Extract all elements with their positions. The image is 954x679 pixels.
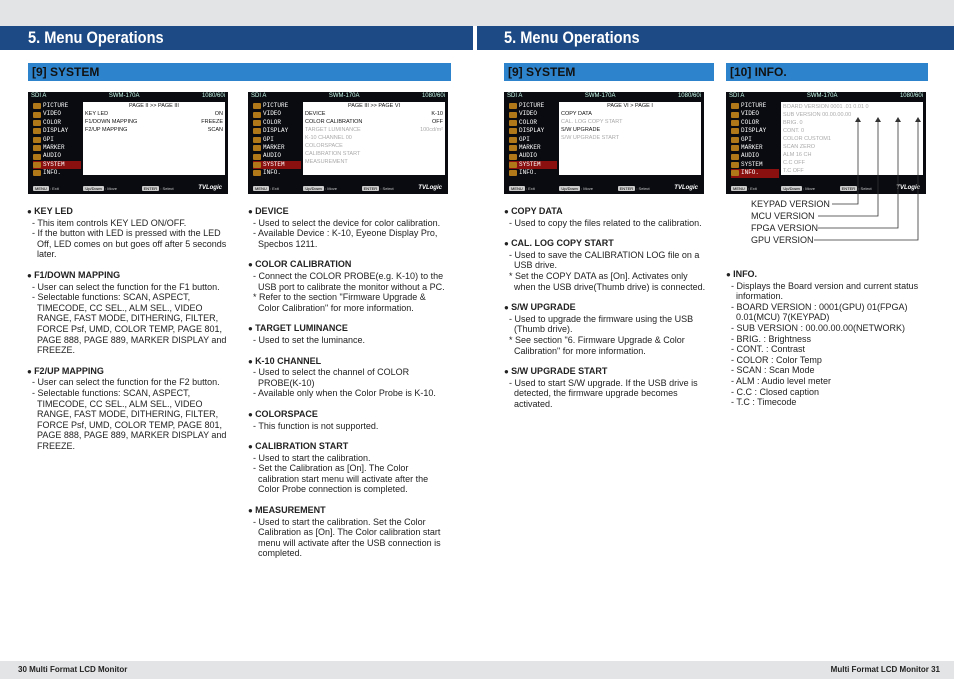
osd-menu-item[interactable]: COLOR — [33, 119, 81, 127]
osd-menu-item[interactable]: SYSTEM — [33, 161, 81, 169]
item-heading: ● CAL. LOG COPY START — [504, 238, 709, 250]
footer-right: Multi Format LCD Monitor 31 — [477, 661, 954, 679]
callout-keypad: KEYPAD VERSION — [751, 199, 830, 209]
osd-model: SWM-170A — [328, 93, 360, 99]
callout-fpga: FPGA VERSION — [751, 223, 819, 233]
callout-mcu: MCU VERSION — [751, 211, 815, 221]
item-description: - Used to start the calibration. — [253, 452, 371, 463]
osd-row[interactable]: C.C OFF — [783, 160, 805, 166]
item-description: - This item controls KEY LED ON/OFF. — [32, 217, 187, 228]
osd-row[interactable]: CONT. 0 — [783, 128, 805, 134]
item-heading: ● F1/DOWN MAPPING — [27, 270, 232, 282]
item-heading: ● COLORSPACE — [248, 409, 448, 421]
item-description: - User can select the function for the F2 button. — [32, 377, 220, 388]
osd-row[interactable]: T.C OFF — [783, 168, 804, 174]
section-info: [10] INFO. — [726, 63, 928, 81]
callout-gpu: GPU VERSION — [751, 235, 814, 245]
item-description: - C.C : Closed caption — [731, 386, 820, 397]
osd-menu-item[interactable]: MARKER — [509, 144, 557, 152]
osd-model: SWM-170A — [806, 93, 838, 99]
osd-menu-item[interactable]: VIDEO — [253, 110, 301, 118]
osd-row[interactable]: COPY DATA — [561, 111, 592, 117]
item-description: - This function is not supported. — [253, 420, 379, 431]
item-heading: ● COPY DATA — [504, 206, 709, 218]
osd-menu-item[interactable]: INFO. — [33, 169, 81, 177]
osd-menu-item[interactable]: AUDIO — [33, 152, 81, 160]
osd-footer: MENU : Exit Up/Down : Move ENTER : Select TVLogic — [733, 185, 920, 191]
item-heading: ● K-10 CHANNEL — [248, 356, 448, 368]
osd-page-indicator: PAGE II >> PAGE III — [129, 103, 179, 109]
item-description: - COLOR : Color Temp — [731, 354, 822, 365]
item-description: * Refer to the section "Firmware Upgrade & Color Calibration" for more information. — [253, 292, 426, 313]
osd-format: 1080/60i — [421, 93, 445, 99]
item-heading: ● F2/UP MAPPING — [27, 366, 232, 378]
tvlogic-logo: TVLogic — [896, 185, 920, 191]
item-description: - Available Device : K-10, Eyeone Display Pro, Specbos 1211. — [253, 228, 438, 249]
osd-row[interactable]: K-10 CHANNEL 00 — [305, 135, 352, 141]
osd-menu-item[interactable]: INFO. — [253, 169, 301, 177]
item-description: - SUB VERSION : 00.00.00.00(NETWORK) — [731, 322, 906, 333]
osd-format: 1080/60i — [899, 93, 923, 99]
item-description: * Set the COPY DATA as [On]. Activates only when the USB drive(Thumb drive) is connected. — [509, 270, 706, 292]
item-heading: ● S/W UPGRADE — [504, 302, 709, 314]
osd-input: SDI A — [251, 93, 267, 99]
osd-menu-item[interactable]: VIDEO — [33, 110, 81, 118]
text-column-1 — [27, 206, 232, 451]
item-description: - SCAN : Scan Mode — [731, 365, 815, 376]
osd-row[interactable]: TARGET LUMINANCE 100cd/m² — [305, 127, 443, 133]
item-heading: ● MEASUREMENT — [248, 505, 448, 517]
osd-footer: MENU : Exit Up/Down : Move ENTER : Select TVLogic — [35, 185, 222, 191]
osd-row[interactable]: F2/UP MAPPING SCAN — [85, 127, 223, 133]
osd-row[interactable]: BRIG. 0 — [783, 120, 803, 126]
osd-format: 1080/60i — [201, 93, 225, 99]
osd-menu-item[interactable]: PICTURE — [509, 102, 557, 110]
osd-menu-item[interactable]: SYSTEM — [509, 161, 557, 169]
item-description: - Displays the Board version and current status information. — [731, 280, 919, 302]
osd-menu-item[interactable]: MARKER — [33, 144, 81, 152]
item-description: - Connect the COLOR PROBE(e.g. K-10) to the USB port to calibrate the monitor without a PC. — [253, 270, 445, 292]
osd-model: SWM-170A — [108, 93, 140, 99]
item-heading: ● S/W UPGRADE START — [504, 366, 709, 378]
item-description: - Set the Calibration as [On]. The Color calibration start menu will activate after the Color Probe connection is completed. — [253, 463, 429, 495]
item-description: - Selectable functions: SCAN, ASPECT, TIMECODE, CC SEL., ALM SEL., VIDEO RANGE, FAST MODE, DITHERING, FILTER, FORCE Psf, UMD, COLOR TEMP, PAGE 801, PAGE 888, PAGE 889, MARKER DISPLAY and FREEZE. — [32, 387, 227, 451]
item-description: - Used to start S/W upgrade. If the USB drive is detected, the firmware upgrade becomes activated. — [509, 377, 698, 409]
item-description: - Used to copy the files related to the calibration. — [509, 217, 702, 228]
osd-row[interactable]: SUB VERSION 00.00.00.00 — [783, 112, 852, 118]
osd-menu-item[interactable]: DISPLAY — [253, 127, 301, 135]
text-column-4 — [726, 269, 932, 408]
item-description: - If the button with LED is pressed with the LED Off, LED comes on but goes off after 5 seconds later. — [32, 228, 227, 260]
item-description: - BRIG. : Brightness — [731, 333, 812, 344]
osd-row[interactable]: MEASUREMENT — [305, 159, 348, 165]
section-system-right: [9] SYSTEM — [504, 63, 714, 81]
osd-menu-item[interactable]: DISPLAY — [731, 127, 779, 135]
osd-row[interactable]: COLOR CALIBRATION OFF — [305, 119, 443, 125]
item-description: - CONT. : Contrast — [731, 344, 806, 355]
osd-menu-item[interactable]: INFO. — [509, 169, 557, 177]
osd-page-indicator: PAGE III >> PAGE VI — [347, 103, 401, 109]
osd-row[interactable]: KEY LED ON — [85, 111, 223, 117]
osd-menu-item[interactable]: GPI — [33, 136, 81, 144]
item-heading: ● INFO. — [726, 269, 932, 281]
text-column-2 — [248, 206, 448, 559]
osd-row[interactable]: ALM 16 CH — [783, 152, 812, 158]
tvlogic-logo: TVLogic — [198, 185, 222, 191]
tvlogic-logo: TVLogic — [418, 185, 442, 191]
osd-menu-item[interactable]: MARKER — [253, 144, 301, 152]
osd-footer: MENU : Exit Up/Down : Move ENTER : Select TVLogic — [255, 185, 442, 191]
footer-left: 30 Multi Format LCD Monitor — [0, 661, 477, 679]
osd-input: SDI A — [31, 93, 47, 99]
osd-menu-item[interactable]: PICTURE — [33, 102, 81, 110]
osd-page-indicator: PAGE VI > PAGE I — [607, 103, 653, 109]
osd-row[interactable]: SCAN ZERO — [783, 144, 816, 150]
osd-model: SWM-170A — [584, 93, 616, 99]
osd-row[interactable]: DEVICE K-10 — [305, 111, 443, 117]
osd-footer: MENU : Exit Up/Down : Move ENTER : Select TVLogic — [511, 185, 698, 191]
osd-row[interactable]: F1/DOWN MAPPING FREEZE — [85, 119, 223, 125]
osd-menu-item[interactable]: COLOR — [253, 119, 301, 127]
item-description: - User can select the function for the F1 button. — [32, 281, 220, 292]
item-heading: ● CALIBRATION START — [248, 441, 448, 453]
osd-menu-item[interactable]: DISPLAY — [509, 127, 557, 135]
osd-menu-item[interactable]: AUDIO — [731, 152, 779, 160]
osd-menu-item[interactable]: PICTURE — [731, 102, 779, 110]
osd-menu-item[interactable]: COLOR — [509, 119, 557, 127]
item-description: - Used to start the calibration. Set the Color Calibration as [On]. The Color calibration start menu will activate after the USB connection is completed. — [253, 516, 441, 559]
item-description: - Used to select the channel of COLOR PROBE(K-10) — [253, 367, 410, 388]
item-heading: ● TARGET LUMINANCE — [248, 323, 448, 335]
osd-menu-item[interactable]: INFO. — [731, 169, 779, 177]
text-column-3 — [504, 206, 709, 410]
page-title-left: 5. Menu Operations — [0, 26, 473, 50]
osd-menu-item[interactable]: AUDIO — [253, 152, 301, 160]
osd-menu-item[interactable]: SYSTEM — [253, 161, 301, 169]
osd-menu-item[interactable]: AUDIO — [509, 152, 557, 160]
osd-row[interactable]: S/W UPGRADE — [561, 127, 601, 133]
osd-menu-item[interactable]: COLOR — [731, 119, 779, 127]
osd-menu-item[interactable]: DISPLAY — [33, 127, 81, 135]
item-description: - BOARD VERSION : 0001(GPU) 01(FPGA) 0.01(MCU) 7(KEYPAD) — [731, 301, 908, 323]
osd-row[interactable]: CALIBRATION START — [305, 151, 361, 157]
item-description: - Used to select the device for color calibration. — [253, 217, 441, 228]
osd-menu-item[interactable]: MARKER — [731, 144, 779, 152]
osd-row[interactable]: COLORSPACE — [305, 143, 343, 149]
item-description: * See section "6. Firmware Upgrade & Color Calibration" for more information. — [509, 334, 685, 356]
osd-menu-item[interactable]: GPI — [731, 136, 779, 144]
item-heading: ● DEVICE — [248, 206, 448, 218]
item-description: - T.C : Timecode — [731, 397, 797, 408]
osd-menu-item[interactable]: GPI — [509, 136, 557, 144]
osd-menu-item[interactable]: GPI — [253, 136, 301, 144]
item-description: - ALM : Audio level meter — [731, 375, 832, 386]
osd-row[interactable]: COLOR CUSTOM1 — [783, 136, 831, 142]
osd-input: SDI A — [729, 93, 745, 99]
item-heading: ● COLOR CALIBRATION — [248, 259, 448, 271]
page-title-right: 5. Menu Operations — [477, 26, 954, 50]
osd-menu-item[interactable]: VIDEO — [509, 110, 557, 118]
item-description: - Used to save the CALIBRATION LOG file on a USB drive. — [509, 249, 700, 271]
section-system-left: [9] SYSTEM — [28, 63, 451, 81]
osd-menu-item[interactable]: SYSTEM — [731, 161, 779, 169]
item-heading: ● KEY LED — [27, 206, 232, 218]
osd-menu-item[interactable]: VIDEO — [731, 110, 779, 118]
version-callouts — [751, 198, 830, 246]
item-description: - Used to set the luminance. — [253, 334, 366, 345]
item-description: - Available only when the Color Probe is K-10. — [253, 388, 436, 399]
osd-row[interactable]: BOARD VERSION 0001 .01 0.01 0 — [783, 104, 869, 110]
osd-input: SDI A — [507, 93, 523, 99]
osd-format: 1080/60i — [677, 93, 701, 99]
osd-row[interactable]: CAL. LOG COPY START — [561, 119, 623, 125]
item-description: - Selectable functions: SCAN, ASPECT, TIMECODE, CC SEL., ALM SEL., VIDEO RANGE, FAST MODE, DITHERING, FILTER, FORCE Psf, UMD, COLOR TEMP, PAGE 801, PAGE 888, PAGE 889, MARKER DISPLAY and FREEZE. — [32, 292, 227, 356]
osd-row[interactable]: S/W UPGRADE START — [561, 135, 620, 141]
tvlogic-logo: TVLogic — [674, 185, 698, 191]
osd-menu-item[interactable]: PICTURE — [253, 102, 301, 110]
item-description: - Used to upgrade the firmware using the USB (Thumb drive). — [509, 313, 694, 335]
